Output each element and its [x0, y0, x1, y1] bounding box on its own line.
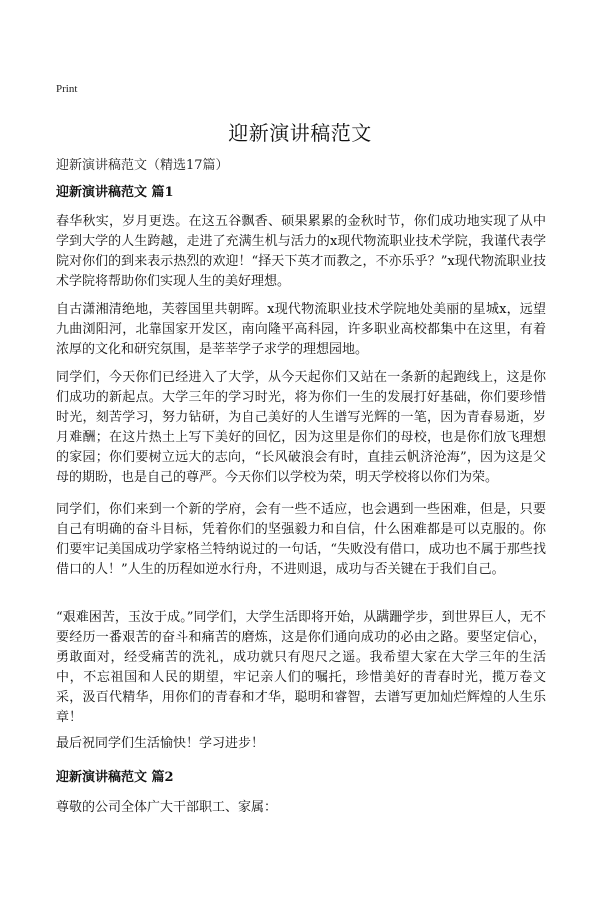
document-subtitle: 迎新演讲稿范文（精选17篇） [56, 158, 229, 173]
section-heading: 迎新演讲稿范文 篇1 [56, 185, 174, 200]
paragraph: 最后祝同学们生活愉快！学习进步！ [56, 736, 265, 751]
section-1-paragraph [56, 300, 546, 360]
section-2 [56, 768, 546, 788]
paragraph: 春华秋实，岁月更迭。在这五谷飘香、硕果累累的金秋时节，你们成功地实现了从中学到大学的人生跨越，走进了充满生机与活力的x现代物流职业技术学院，我谨代表学院对你们的到来表示热烈的欢迎！“择天下英才而教之，不亦乐乎？”x现代物流职业技术学院将帮助你们实现人生的美好理想。 [56, 214, 546, 289]
print-label: Print [56, 83, 78, 95]
document-title: 迎新演讲稿范文 [228, 121, 372, 145]
section-2-paragraph [56, 798, 546, 818]
paragraph: 自古潇湘清绝地，芙蓉国里共朝晖。x现代物流职业技术学院地处美丽的星城x，远望九曲浏阳河，北靠国家开发区，南向隆平高科园，许多职业高校都集中在这里，有着浓厚的文化和研究氛围，是莘莘学子求学的理想园地。 [56, 302, 546, 357]
paragraph: 同学们，你们来到一个新的学府，会有一些不适应，也会遇到一些困难，但是，只要自己有明确的奋斗目标，凭着你们的坚强毅力和自信，什么困难都是可以克服的。你们要牢记美国成功学家格兰特纳说过的一句话，“失败没有借口，成功也不属于那些找借口的人！”人生的历程如逆水行舟，不进则退，成功与否关键在于我们自己。 [56, 502, 546, 577]
section-1-paragraph [56, 734, 546, 754]
section-heading: 迎新演讲稿范文 篇2 [56, 770, 174, 785]
section-1-paragraph [56, 608, 546, 728]
section-1-paragraph [56, 500, 546, 580]
paragraph: “艰难困苦，玉汝于成。”同学们，大学生活即将开始，从蹒跚学步，到世界巨人，无不要经历一番艰苦的奋斗和痛苦的磨炼，这是你们通向成功的必由之路。要坚定信心，勇敢面对，经受痛苦的洗礼，成功就只有咫尺之遥。我希望大家在大学三年的生活中，不忘祖国和人民的期望，牢记亲人们的嘱托，珍惜美好的青春时光，揽万卷文采，汲百代精华，用你们的青春和才华，聪明和睿智，去谱写更加灿烂辉煌的人生乐章！ [56, 610, 546, 725]
section-1-paragraph [56, 212, 546, 292]
section-1 [56, 183, 546, 203]
section-1-paragraph [56, 368, 546, 488]
paragraph: 同学们，今天你们已经进入了大学，从今天起你们又站在一条新的起跑线上，这是你们成功的新起点。大学三年的学习时光，将为你们一生的发展打好基础，你们要珍惜时光，刻苦学习，努力钻研，为自己美好的人生谱写光辉的一笔，因为青春易逝，岁月难酬；在这片热土上写下美好的回忆，因为这里是你们的母校，也是你们放飞理想的家园；你们要树立远大的志向，“长风破浪会有时，直挂云帆济沧海”，因为这是父母的期盼，也是自己的尊严。今天你们以学校为荣，明天学校将以你们为荣。 [56, 370, 546, 485]
paragraph: 尊敬的公司全体广大干部职工、家属： [56, 800, 278, 815]
